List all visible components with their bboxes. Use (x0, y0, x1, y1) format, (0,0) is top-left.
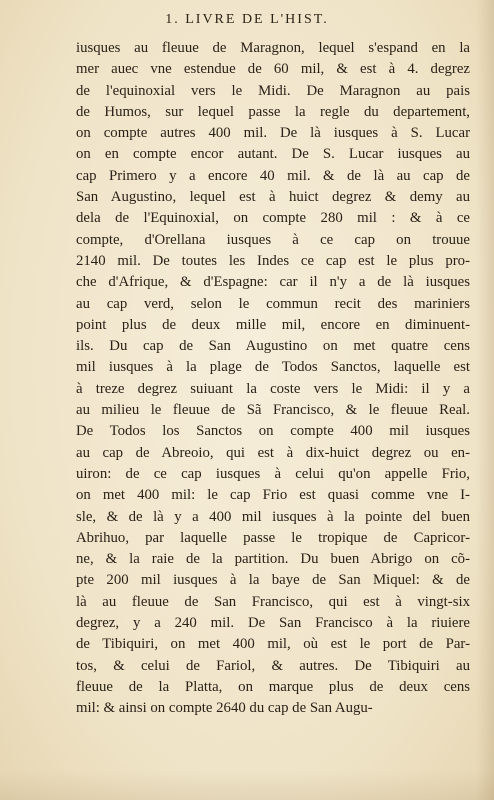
text-line: au milieu le fleuue de Sã Francisco, & le fleuue Real. (76, 402, 470, 419)
text-line: cap Primero y a encore 40 mil. & de là au cap de (76, 167, 470, 184)
text-line: de Tibiquiri, on met 400 mil, où est le port de Par- (76, 636, 470, 653)
page-edge-shadow (476, 0, 494, 800)
text-line: à treze degrez suiuant la coste vers le Midi: il y a (76, 380, 470, 397)
text-line: mil: & ainsi on compte 2640 du cap de San Augu- (76, 700, 373, 717)
text-line: au cap de Abreoio, qui est à dix-huict degrez ou en- (76, 444, 470, 461)
text-line: on en compte encor autant. De S. Lucar iusques au (76, 146, 470, 163)
text-line: mil iusques à la plage de Todos Sanctos, laquelle est (76, 359, 470, 376)
text-line: au cap verd, selon le commun recit des mariniers (76, 295, 470, 312)
text-line: de l'equinoxial vers le Midi. De Maragnon au pais (76, 82, 470, 99)
text-line: dela de l'Equinoxial, on compte 280 mil : & à ce (76, 210, 470, 227)
text-line: pte 200 mil iusques à la baye de San Miquel: & de (76, 572, 470, 589)
text-line: on compte autres 400 mil. De là iusques à S. Lucar (76, 125, 470, 142)
text-line: 2140 mil. De toutes les Indes ce cap est le plus pro- (76, 252, 470, 269)
text-line: Abrihuo, par laquelle passe le tropique de Capricor- (76, 529, 470, 546)
text-line: tos, & celui de Fariol, & autres. De Tibiquiri au (76, 657, 470, 674)
text-line: point plus de deux mille mil, encore en diminuent- (76, 316, 470, 333)
text-line: on met 400 mil: le cap Frio est quasi comme vne I- (76, 487, 470, 504)
text-line: degrez, y a 240 mil. De San Francisco à la riuiere (76, 615, 470, 632)
text-line: iusques au fleuue de Maragnon, lequel s'espand en la (76, 40, 470, 56)
text-line: fleuue de la Platta, on marque plus de deux cens (76, 678, 470, 695)
text-line: San Augustino, lequel est à huict degrez & demy au (76, 189, 470, 206)
text-line: compte, d'Orellana iusques à ce cap on trouue (76, 231, 470, 248)
text-line: sle, & de là y a 400 mil iusques à la pointe del buen (76, 508, 470, 525)
running-head: 1. LIVRE DE L'HIST. (165, 12, 329, 27)
text-line: ils. Du cap de San Augustino on met quatre cens (76, 338, 470, 355)
text-line: de Humos, sur lequel passe la regle du departement, (76, 103, 470, 120)
text-line: mer auec vne estendue de 60 mil, & est à 4. degrez (76, 61, 470, 78)
text-line: là au fleuue de San Francisco, qui est à vingt-six (76, 593, 470, 610)
text-line: uiron: de ce cap iusques à celui qu'on appelle Frio, (76, 465, 470, 482)
text-line: che d'Afrique, & d'Espagne: car il n'y a de là iusques (76, 274, 470, 291)
text-line: ne, & la raie de la partition. Du buen Abrigo on cõ- (76, 551, 470, 568)
page-bottom-shadow (0, 770, 494, 800)
text-line: De Todos los Sanctos on compte 400 mil iusques (76, 423, 470, 440)
body-text (76, 38, 470, 720)
